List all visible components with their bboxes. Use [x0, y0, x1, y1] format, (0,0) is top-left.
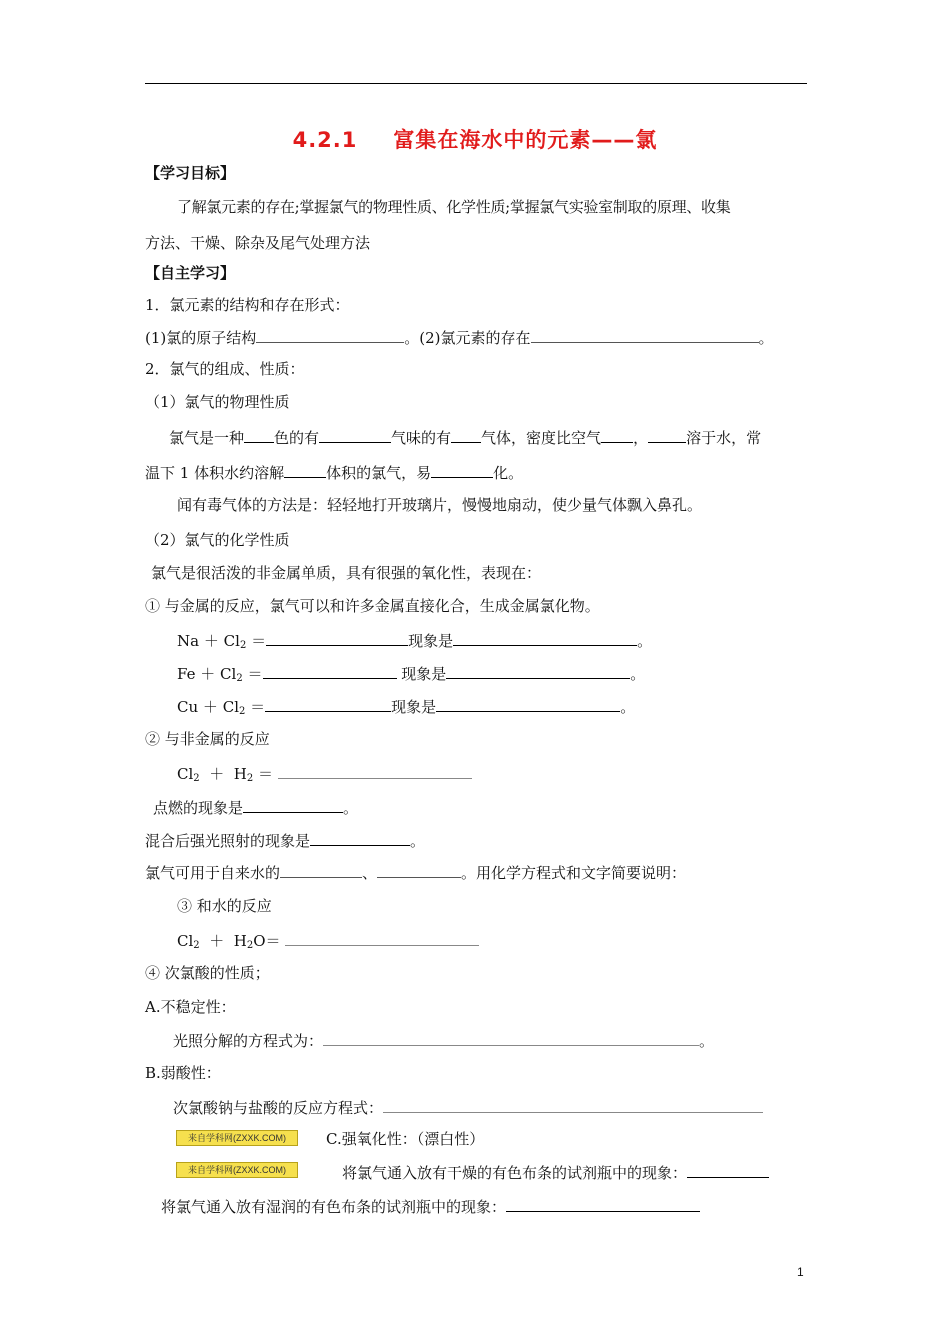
atom-structure-line — [145, 327, 774, 348]
subscript: 2 — [239, 640, 247, 651]
self-study-heading: 【自主学习】 — [145, 264, 236, 282]
blank-dry-cloth[interactable] — [687, 1162, 769, 1178]
cl: Cl — [223, 632, 240, 650]
watermark-badge: 来自学科网(ZXXK.COM) — [176, 1130, 298, 1146]
blank-smell[interactable] — [319, 427, 391, 443]
reaction-cu — [177, 696, 635, 717]
smell-method: 闻有毒气体的方法是：轻轻地打开玻璃片，慢慢地扇动，使少量气体飘入鼻孔。 — [177, 496, 703, 514]
blank-ignite[interactable] — [243, 797, 343, 813]
ignite-line — [153, 797, 358, 818]
text: 。用化学方程式和文字简要说明： — [461, 864, 687, 882]
text: 点燃的现象是 — [153, 799, 244, 817]
instability-line — [173, 1030, 714, 1051]
page-title — [0, 124, 950, 154]
blank-color[interactable] — [244, 427, 274, 443]
text: 温下 1 体积水约溶解 — [145, 464, 285, 482]
text: 将氯气通入放有湿润的有色布条的试剂瓶中的现象： — [161, 1198, 507, 1216]
text: 气体，密度比空气 — [481, 429, 602, 447]
blank-fe-phenomenon[interactable] — [446, 663, 630, 679]
section-1-title: 1．氯元素的结构和存在形式： — [145, 296, 350, 314]
title-text: 富集在海水中的元素——氯 — [393, 128, 658, 152]
dry-cloth-line — [342, 1162, 769, 1183]
page-number: 1 — [797, 1265, 804, 1279]
strong-light-line — [145, 830, 425, 851]
weak-acid-line — [173, 1097, 763, 1118]
label: 现象是 — [391, 698, 437, 716]
period: 。 — [343, 799, 359, 817]
reaction-na — [177, 630, 652, 651]
watermark-badge: 来自学科网(ZXXK.COM) — [176, 1162, 298, 1178]
blank-decomposition[interactable] — [323, 1030, 699, 1046]
plus: ＋ — [209, 765, 225, 783]
objectives-line-2: 方法、干燥、除杂及尾气处理方法 — [145, 234, 371, 252]
h2-equation — [177, 763, 472, 784]
cl: Cl — [177, 765, 194, 783]
blank-toxic[interactable] — [451, 427, 481, 443]
h: H — [233, 765, 247, 783]
water-reaction-title: ③ 和水的反应 — [177, 897, 272, 915]
text: 体积的氯气，易 — [326, 464, 432, 482]
subscript: 2 — [193, 773, 200, 784]
subscript: 2 — [236, 673, 243, 684]
blank-naclo-hcl[interactable] — [383, 1097, 763, 1113]
section-2-title: 2．氯气的组成、性质： — [145, 360, 305, 378]
label: 现象是 — [408, 632, 454, 650]
cl: Cl — [222, 698, 239, 716]
plus: ＋ — [203, 632, 219, 650]
water-use-line — [145, 862, 686, 883]
text: 气味的有 — [391, 429, 452, 447]
equals: ＝ — [247, 665, 263, 683]
text: 溶于水，常 — [686, 429, 762, 447]
period: 。 — [699, 1032, 715, 1050]
physical-properties-title: （1）氯气的物理性质 — [145, 393, 290, 411]
plus: ＋ — [202, 698, 218, 716]
text: 氯气可用于自来水的 — [145, 864, 281, 882]
text: 、 — [362, 864, 378, 882]
text: 化。 — [493, 464, 524, 482]
metal-reaction-title: ① 与金属的反应，氯气可以和许多金属直接化合，生成金属氯化物。 — [145, 597, 600, 615]
period: 。 — [630, 665, 646, 683]
subscript: 2 — [239, 706, 246, 717]
subscript: 2 — [246, 773, 254, 784]
blank-density[interactable] — [601, 427, 633, 443]
period: 。 — [620, 698, 636, 716]
equals: ＝ — [250, 698, 266, 716]
blank-water-use-1[interactable] — [280, 862, 362, 878]
period: 。 — [410, 832, 426, 850]
blank-water-product[interactable] — [285, 930, 479, 946]
nonmetal-reaction-title: ② 与非金属的反应 — [145, 730, 270, 748]
existence-label: 。(2)氯元素的存在 — [404, 329, 531, 347]
plus: ＋ — [200, 665, 216, 683]
blank-volume[interactable] — [284, 462, 326, 478]
header-rule — [145, 83, 807, 84]
blank-water-use-2[interactable] — [377, 862, 461, 878]
blank-cu-phenomenon[interactable] — [436, 696, 620, 712]
blank-fe-product[interactable] — [263, 663, 397, 679]
weak-acid-title: B.弱酸性： — [145, 1064, 221, 1082]
blank-cu-product[interactable] — [265, 696, 391, 712]
blank-h2-product[interactable] — [278, 763, 472, 779]
objectives-line-1: 了解氯元素的存在;掌握氯气的物理性质、化学性质;掌握氯气实验室制取的原理、收集 — [177, 198, 731, 216]
equals: ＝ — [258, 765, 274, 783]
cl: Cl — [177, 932, 194, 950]
text: O＝ — [253, 932, 281, 950]
objectives-heading: 【学习目标】 — [145, 164, 236, 182]
physical-line-1 — [169, 427, 761, 448]
subscript: 2 — [246, 940, 254, 951]
wet-cloth-line — [161, 1196, 700, 1217]
plus: ＋ — [209, 932, 225, 950]
equals: ＝ — [251, 632, 267, 650]
label: 现象是 — [401, 665, 447, 683]
text: 氯气是一种 — [169, 429, 245, 447]
reaction-fe — [177, 663, 645, 684]
metal: Fe — [177, 665, 196, 683]
oxidizing-title: C.强氧化性：（漂白性） — [326, 1130, 485, 1148]
period: 。 — [758, 329, 774, 347]
subscript: 2 — [193, 940, 200, 951]
water-equation — [177, 930, 479, 951]
blank-na-product[interactable] — [266, 630, 408, 646]
blank-existence[interactable] — [531, 327, 759, 343]
metal: Cu — [177, 698, 199, 716]
text: 将氯气通入放有干燥的有色布条的试剂瓶中的现象： — [342, 1164, 688, 1182]
blank-wet-cloth[interactable] — [506, 1196, 700, 1212]
period: 。 — [637, 632, 653, 650]
h: H — [233, 932, 247, 950]
blank-atom-structure[interactable] — [256, 327, 404, 343]
blank-na-phenomenon[interactable] — [453, 630, 637, 646]
blank-liquefy[interactable] — [431, 462, 493, 478]
instability-title: A.不稳定性： — [145, 998, 236, 1016]
text: 色的有 — [274, 429, 320, 447]
text: 次氯酸钠与盐酸的反应方程式： — [173, 1099, 384, 1117]
hclo-title: ④ 次氯酸的性质； — [145, 964, 270, 982]
atom-structure-label: (1)氯的原子结构 — [145, 329, 257, 347]
physical-line-2 — [145, 462, 523, 483]
text: ， — [633, 429, 649, 447]
blank-solubility[interactable] — [648, 427, 686, 443]
section-number: 4.2.1 — [292, 128, 358, 152]
blank-strong-light[interactable] — [310, 830, 410, 846]
metal: Na — [177, 632, 200, 650]
chemical-properties-title: （2）氯气的化学性质 — [145, 531, 290, 549]
text: 混合后强光照射的现象是 — [145, 832, 311, 850]
text: 光照分解的方程式为： — [173, 1032, 324, 1050]
chemical-intro: 氯气是很活泼的非金属单质，具有很强的氧化性，表现在： — [151, 564, 542, 582]
cl: Cl — [220, 665, 237, 683]
